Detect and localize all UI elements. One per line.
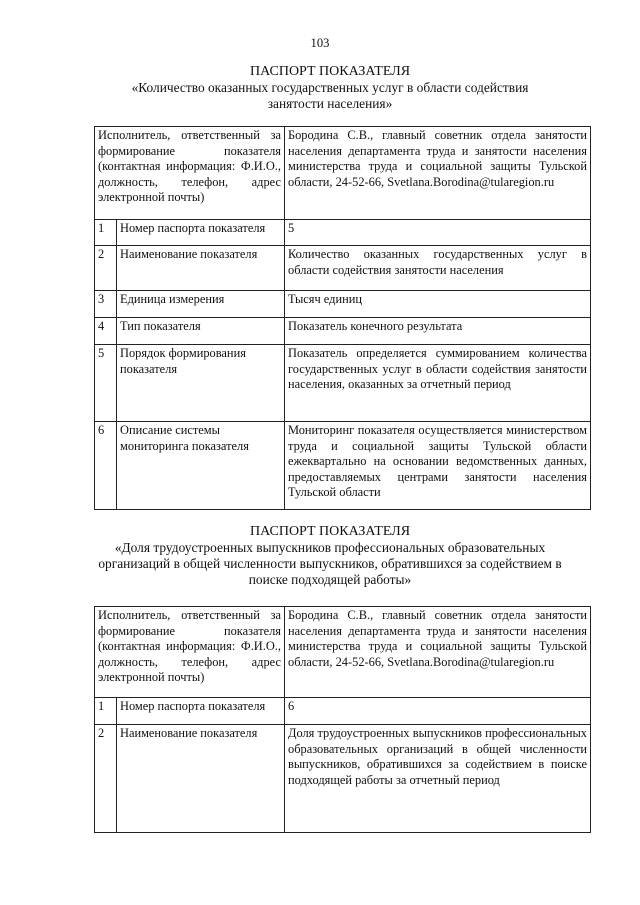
- table-row: [95, 220, 591, 246]
- row-label: Наименование показателя: [117, 246, 285, 291]
- passport-2-table: [94, 606, 591, 833]
- table-row: [95, 246, 591, 291]
- row-number: 3: [95, 291, 117, 318]
- table-row: [95, 422, 591, 510]
- row-number: 1: [95, 698, 117, 725]
- row-label: Порядок формирования показателя: [117, 345, 285, 422]
- row-number: 2: [95, 246, 117, 291]
- row-label: Единица измерения: [117, 291, 285, 318]
- executor-value: Бородина С.В., главный советник отдела занятости населения департамента труда и занятости населения министерства труда и социальной защиты Тульской области, 24-52-66, Svetlana.Borodina@tularegion.ru: [285, 607, 591, 698]
- passport-1-heading: [90, 64, 570, 112]
- row-value: 5: [285, 220, 591, 246]
- table-row: [95, 127, 591, 220]
- row-label: Номер паспорта показателя: [117, 698, 285, 725]
- row-value: Доля трудоустроенных выпускников профессиональных образовательных организаций в общей численности выпускников, обратившихся за содействием в поиске подходящей работы за отчетный период: [285, 725, 591, 833]
- executor-label: Исполнитель, ответственный за формирование показателя (контактная информация: Ф.И.О., должность, телефон, адрес электронной почты): [95, 607, 285, 698]
- row-number: 4: [95, 318, 117, 345]
- row-value: Количество оказанных государственных услуг в области содействия занятости населения: [285, 246, 591, 291]
- row-number: 1: [95, 220, 117, 246]
- row-value: Мониторинг показателя осуществляется министерством труда и социальной защиты Тульской области ежеквартально на основании ведомственных данных, предоставляемых центрами занятости населения Тульской области: [285, 422, 591, 510]
- row-label: Описание системы мониторинга показателя: [117, 422, 285, 510]
- passport-1-subtitle: «Количество оказанных государственных услуг в области содействия занятости населения»: [131, 80, 529, 111]
- row-value: 6: [285, 698, 591, 725]
- passport-2-heading: [90, 524, 570, 588]
- table-row: [95, 725, 591, 833]
- row-number: 2: [95, 725, 117, 833]
- page-number: 103: [310, 36, 330, 50]
- row-label: Наименование показателя: [117, 725, 285, 833]
- row-number: 6: [95, 422, 117, 510]
- table-row: [95, 318, 591, 345]
- row-value: Показатель определяется суммированием количества государственных услуг в области содействия занятости населения, оказанных за отчетный период: [285, 345, 591, 422]
- table-row: [95, 291, 591, 318]
- table-row: [95, 698, 591, 725]
- row-value: Тысяч единиц: [285, 291, 591, 318]
- row-label: Номер паспорта показателя: [117, 220, 285, 246]
- table-row: [95, 345, 591, 422]
- passport-1-table: [94, 126, 591, 510]
- executor-label: Исполнитель, ответственный за формирование показателя (контактная информация: Ф.И.О., должность, телефон, адрес электронной почты): [95, 127, 285, 220]
- row-value: Показатель конечного результата: [285, 318, 591, 345]
- executor-value: Бородина С.В., главный советник отдела занятости населения департамента труда и занятости населения министерства труда и социальной защиты Тульской области, 24-52-66, Svetlana.Borodina@tularegion.ru: [285, 127, 591, 220]
- passport-2-subtitle: «Доля трудоустроенных выпускников профессиональных образовательных организаций в общей численности выпускников, обратившихся за содействием в поиске подходящей работы»: [98, 540, 562, 587]
- row-number: 5: [95, 345, 117, 422]
- row-label: Тип показателя: [117, 318, 285, 345]
- table-row: [95, 607, 591, 698]
- passport-2-title: ПАСПОРТ ПОКАЗАТЕЛЯ: [249, 524, 411, 539]
- passport-1-title: ПАСПОРТ ПОКАЗАТЕЛЯ: [249, 64, 411, 79]
